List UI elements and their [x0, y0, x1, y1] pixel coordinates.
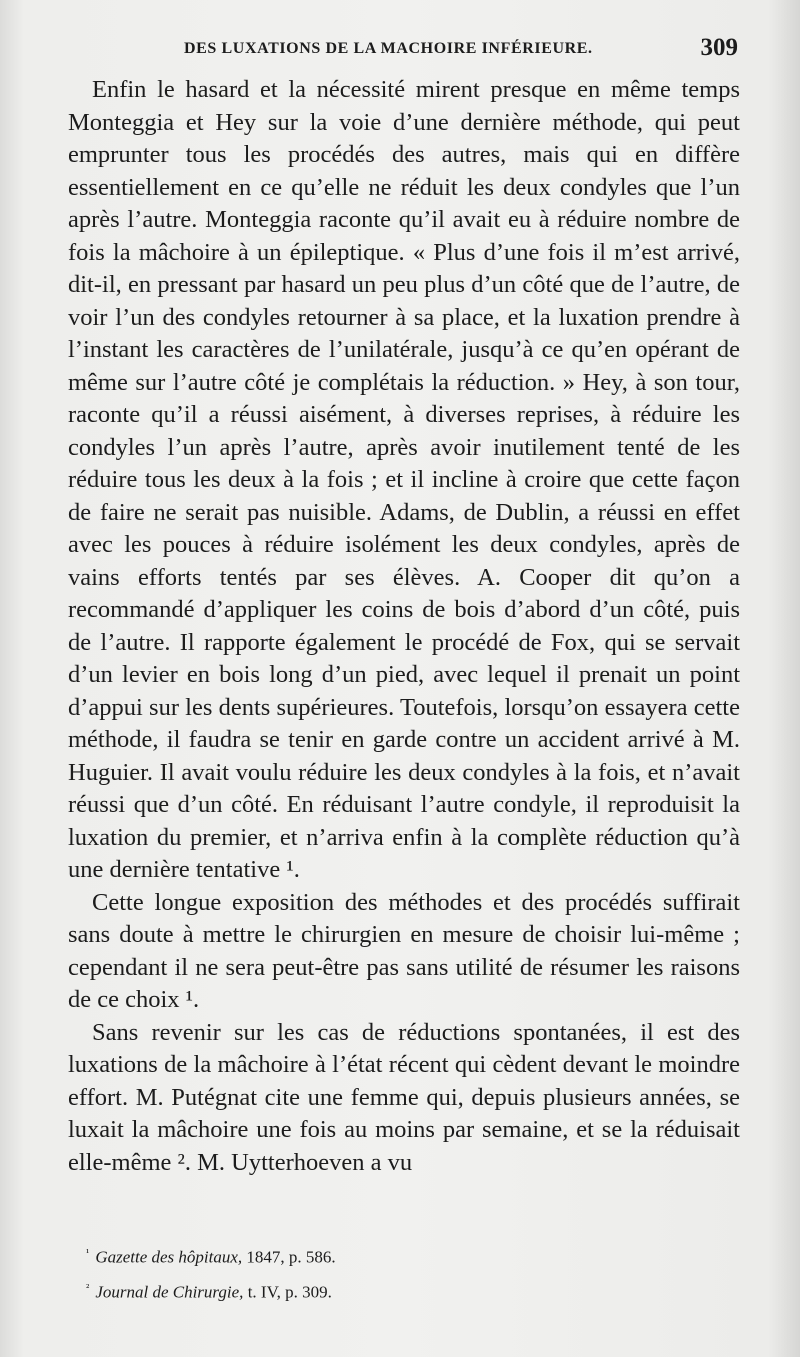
footnote-ref: 1847, p. 586. [242, 1247, 336, 1267]
paragraph: Sans revenir sur les cas de réductions spontanées, il est des luxations de la mâchoire à l’état récent qui cèdent devant le moindre effort. M. Putégnat cite une femme qui, depuis plusieurs années, se luxait la mâchoire une fois au moins par semaine, et se la réduisait elle-même ². M. Uytterhoeven a vu [68, 1018, 740, 1176]
footnote [86, 1238, 686, 1273]
footnote-ref: t. IV, p. 309. [243, 1282, 332, 1302]
paragraph: Enfin le hasard et la nécessité mirent presque en même temps Monteggia et Hey sur la voie d’une dernière méthode, qui peut emprunter tous les procédés des autres, mais qui en diffère essentiellement en ce qu’elle ne réduit les deux condyles que l’un après l’autre. Monteggia raconte qu’il avait eu à réduire nombre de fois la mâchoire à un épileptique. « Plus d’une fois il m’est arrivé, dit-il, en pressant par hasard un peu plus d’un côté que de l’autre, de voir l’un des condyles retourner à sa place, et la luxation prendre à l’instant les caractères de l’unilatérale, jusqu’à ce qu’en opérant de même sur l’autre côté je complétais la réduction. » Hey, à son tour, raconte qu’il a réussi aisément, à diverses reprises, à réduire les condyles l’un après l’autre, après avoir inutilement tenté de les réduire tous les deux à la fois ; et il incline à croire que cette façon de faire ne serait pas nuisible. Adams, de Dublin, a réussi en effet avec les pouces à réduire isolément les deux condyles, après de vains efforts tentés par ses élèves. A. Cooper dit qu’on a recommandé d’appliquer les coins de bois d’abord d’un côté, puis de l’autre. Il rapporte également le procédé de Fox, qui se servait d’un levier en bois long d’un pied, avec lequel il prenait un point d’appui sur les dents supérieures. Toutefois, lorsqu’on essayera cette méthode, il faudra se tenir en garde contre un accident arrivé à M. Huguier. Il avait voulu réduire les deux condyles à la fois, et n’avait réussi que d’un côté. En réduisant l’autre condyle, il reproduisit la luxation du premier, et n’arriva enfin à la complète réduction qu’à une dernière tentative ¹. [68, 76, 740, 883]
page-number: 309 [700, 34, 738, 61]
footnote-title: Gazette des hôpitaux, [95, 1247, 243, 1267]
footnote-mark: ¹ [86, 1247, 90, 1259]
page-body [68, 74, 740, 1179]
footnotes [86, 1238, 686, 1307]
running-head: DES LUXATIONS DE LA MACHOIRE INFÉRIEURE. [184, 40, 593, 57]
footnote-title: Journal de Chirurgie, [95, 1282, 244, 1302]
footnote [86, 1273, 686, 1308]
paragraph: Cette longue exposition des méthodes et des procédés suffirait sans doute à mettre le chirurgien en mesure de choisir lui-même ; cependant il ne sera peut-être pas sans utilité de résumer les raisons de ce choix ¹. [68, 888, 740, 1013]
page-header [68, 36, 740, 66]
footnote-mark: ² [86, 1281, 90, 1294]
